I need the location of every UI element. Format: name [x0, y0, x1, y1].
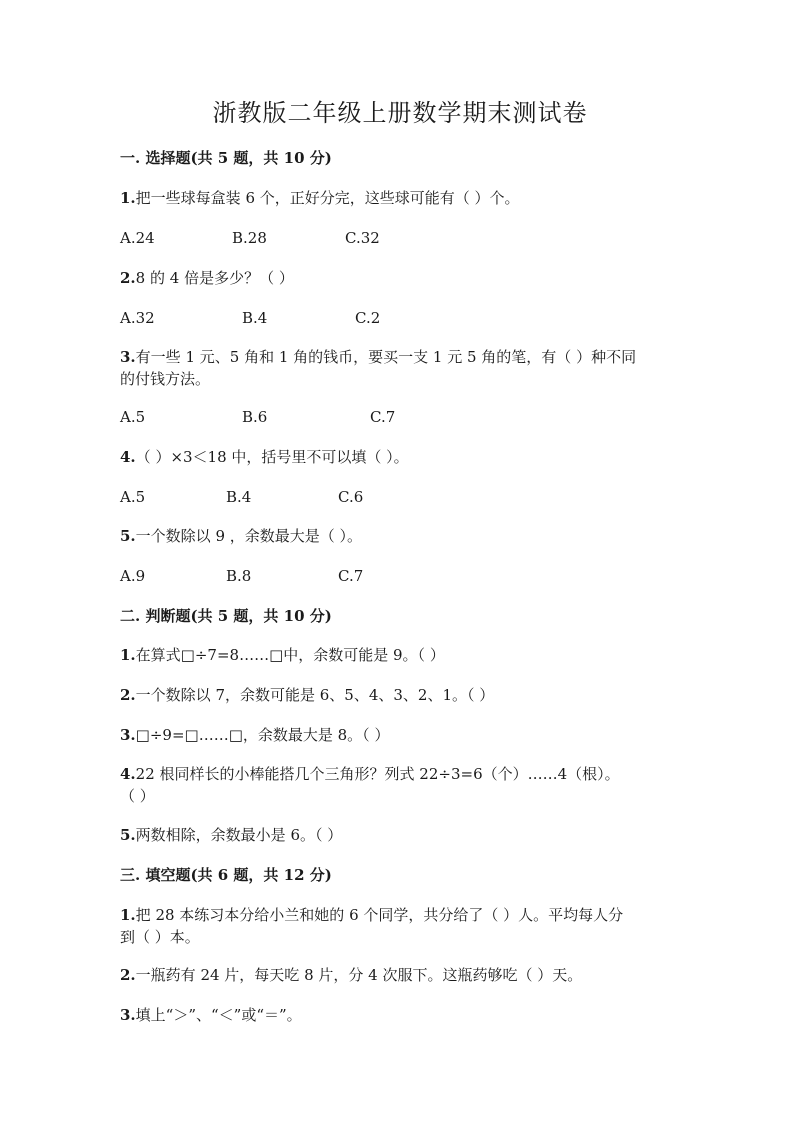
question-text-continued: 的付钱方法。 — [120, 370, 211, 388]
question-number: 3. — [120, 348, 136, 366]
question-number: 1. — [120, 189, 136, 207]
option: A.9 — [120, 567, 146, 585]
option: A.5 — [120, 488, 146, 506]
question-number: 1. — [120, 906, 136, 924]
question — [120, 644, 445, 666]
question-number: 5. — [120, 826, 136, 844]
section-heading: 三. 填空题(共 6 题，共 12 分) — [120, 866, 332, 884]
question-text: （ ）×3＜18 中，括号里不可以填（ ）。 — [135, 448, 409, 466]
option: C.6 — [338, 488, 364, 506]
option: B.28 — [232, 229, 267, 247]
option: C.2 — [355, 309, 381, 327]
option: C.32 — [345, 229, 380, 247]
question-text: 8 的 4 倍是多少？（ ） — [135, 269, 294, 287]
question — [120, 267, 294, 289]
option: B.4 — [226, 488, 252, 506]
question-text: 填上“＞”、“＜”或“＝”。 — [135, 1006, 302, 1024]
question-number: 1. — [120, 646, 136, 664]
question-text: 把 28 本练习本分给小兰和她的 6 个同学，共分给了（ ）人。平均每人分 — [135, 906, 624, 924]
page-title: 浙教版二年级上册数学期末测试卷 — [212, 99, 588, 127]
question — [120, 187, 520, 209]
question — [120, 684, 494, 706]
question-text-continued: 到（ ）本。 — [120, 928, 200, 946]
question-text: 一个数除以 9 ，余数最大是（ ）。 — [135, 527, 363, 545]
question-number: 5. — [120, 527, 136, 545]
question-text: 在算式□÷7=8……□中，余数可能是 9。（ ） — [135, 646, 445, 664]
question — [120, 763, 620, 785]
question-text: 一个数除以 7，余数可能是 6、5、4、3、2、1。（ ） — [135, 686, 495, 704]
question-text-continued: （ ） — [120, 787, 155, 805]
question — [120, 824, 342, 846]
option: A.5 — [120, 408, 146, 426]
question-text: 把一些球每盒装 6 个，正好分完，这些球可能有（ ）个。 — [135, 189, 520, 207]
option: B.4 — [242, 309, 268, 327]
question — [120, 1004, 302, 1026]
option: C.7 — [338, 567, 364, 585]
question — [120, 525, 362, 547]
question — [120, 724, 389, 746]
question-number: 2. — [120, 269, 136, 287]
section-heading: 二. 判断题(共 5 题，共 10 分) — [120, 607, 332, 625]
question-number: 4. — [120, 448, 136, 466]
question — [120, 446, 409, 468]
question-text: 有一些 1 元、5 角和 1 角的钱币，要买一支 1 元 5 角的笔，有（ ）种不同 — [135, 348, 637, 366]
question — [120, 904, 623, 926]
option: C.7 — [370, 408, 396, 426]
question-text: □÷9=□……□，余数最大是 8。（ ） — [135, 726, 390, 744]
question-text: 一瓶药有 24 片，每天吃 8 片，分 4 次服下。这瓶药够吃（ ）天。 — [135, 966, 583, 984]
question — [120, 346, 636, 368]
question-number: 2. — [120, 686, 136, 704]
question-number: 3. — [120, 726, 136, 744]
option: A.24 — [120, 229, 155, 247]
question-number: 3. — [120, 1006, 136, 1024]
option: A.32 — [120, 309, 155, 327]
section-heading: 一. 选择题(共 5 题，共 10 分) — [120, 149, 332, 167]
question-number: 4. — [120, 765, 136, 783]
question-text: 两数相除，余数最小是 6。（ ） — [135, 826, 343, 844]
question — [120, 964, 582, 986]
option: B.8 — [226, 567, 252, 585]
question-text: 22 根同样长的小棒能搭几个三角形？列式 22÷3=6（个）……4（根）。 — [135, 765, 620, 783]
option: B.6 — [242, 408, 268, 426]
question-number: 2. — [120, 966, 136, 984]
